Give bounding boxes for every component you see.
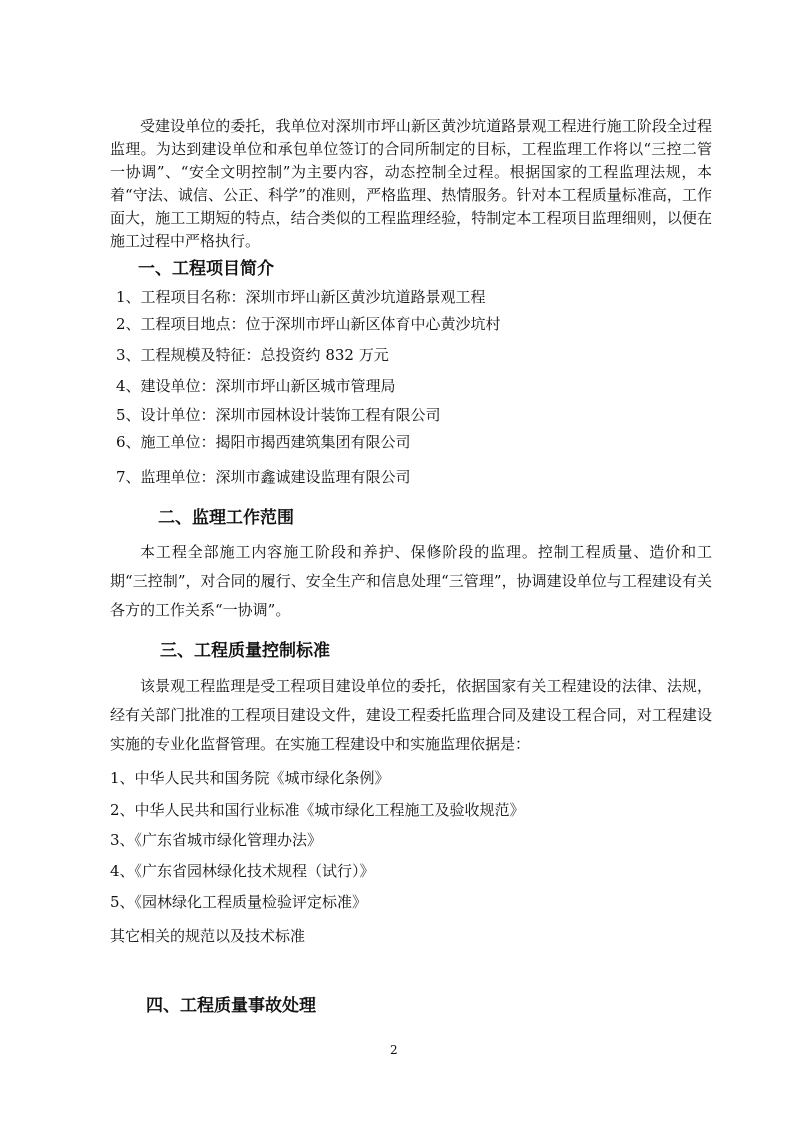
standard-item: 2、中华人民共和国行业标准《城市绿化工程施工及验收规范》 — [110, 801, 525, 819]
standard-item: 5、《园林绿化工程质量检验评定标准》 — [110, 893, 368, 911]
section-3-body: 该景观工程监理是受工程项目建设单位的委托，依据国家有关工程建设的法律、法规，经有关部门批准的工程项目建设文件，建设工程委托监理合同及建设工程合同，对工程建设实施的专业化监督管理。在实施工程建设中和实施监理依据是： — [110, 677, 712, 753]
section-2-body: 本工程全部施工内容施工阶段和养护、保修阶段的监理。控制工程质量、造价和工期“三控制”，对合同的履行、安全生产和信息处理“三管理”，协调建设单位与工程建设有关各方的工作关系“一协调”。 — [110, 543, 712, 619]
standard-item: 3、《广东省城市绿化管理办法》 — [110, 831, 323, 849]
project-item-designer: 5、设计单位：深圳市园林设计装饰工程有限公司 — [116, 406, 441, 424]
section-2-heading: 二、监理工作范围 — [158, 508, 294, 528]
standard-item: 其它相关的规范以及技术标准 — [110, 927, 306, 945]
intro-paragraph: 受建设单位的委托，我单位对深圳市坪山新区黄沙坑道路景观工程进行施工阶段全过程监理。为达到建设单位和承包单位签订的合同所制定的目标，工程监理工作将以“三控二管一协调”、“安全文明控制”为主要内容，动态控制全过程。根据国家的工程监理法规，本着“守法、诚信、公正、科学”的准则，严格监理、热情服务。针对本工程质量标准高，工作面大，施工工期短的特点，结合类似的工程监理经验，特制定本工程项目监理细则，以便在施工过程中严格执行。 — [110, 117, 712, 250]
section-3-heading: 三、工程质量控制标准 — [160, 641, 330, 661]
section-1-heading: 一、工程项目简介 — [138, 259, 274, 279]
project-item-scale: 3、工程规模及特征：总投资约 832 万元 — [116, 346, 389, 364]
standard-item: 4、《广东省园林绿化技术规程（试行）》 — [110, 862, 375, 880]
section-4-heading: 四、工程质量事故处理 — [146, 996, 316, 1016]
standard-item: 1、中华人民共和国务院《城市绿化条例》 — [110, 769, 390, 787]
project-item-contractor: 6、施工单位：揭阳市揭西建筑集团有限公司 — [116, 433, 411, 451]
project-item-name: 1、工程项目名称：深圳市坪山新区黄沙坑道路景观工程 — [116, 288, 486, 306]
page-number: 2 — [390, 1043, 398, 1057]
project-item-supervisor: 7、监理单位：深圳市鑫诚建设监理有限公司 — [116, 468, 411, 486]
project-item-owner: 4、建设单位：深圳市坪山新区城市管理局 — [116, 377, 396, 395]
project-item-location: 2、工程项目地点：位于深圳市坪山新区体育中心黄沙坑村 — [116, 315, 501, 333]
